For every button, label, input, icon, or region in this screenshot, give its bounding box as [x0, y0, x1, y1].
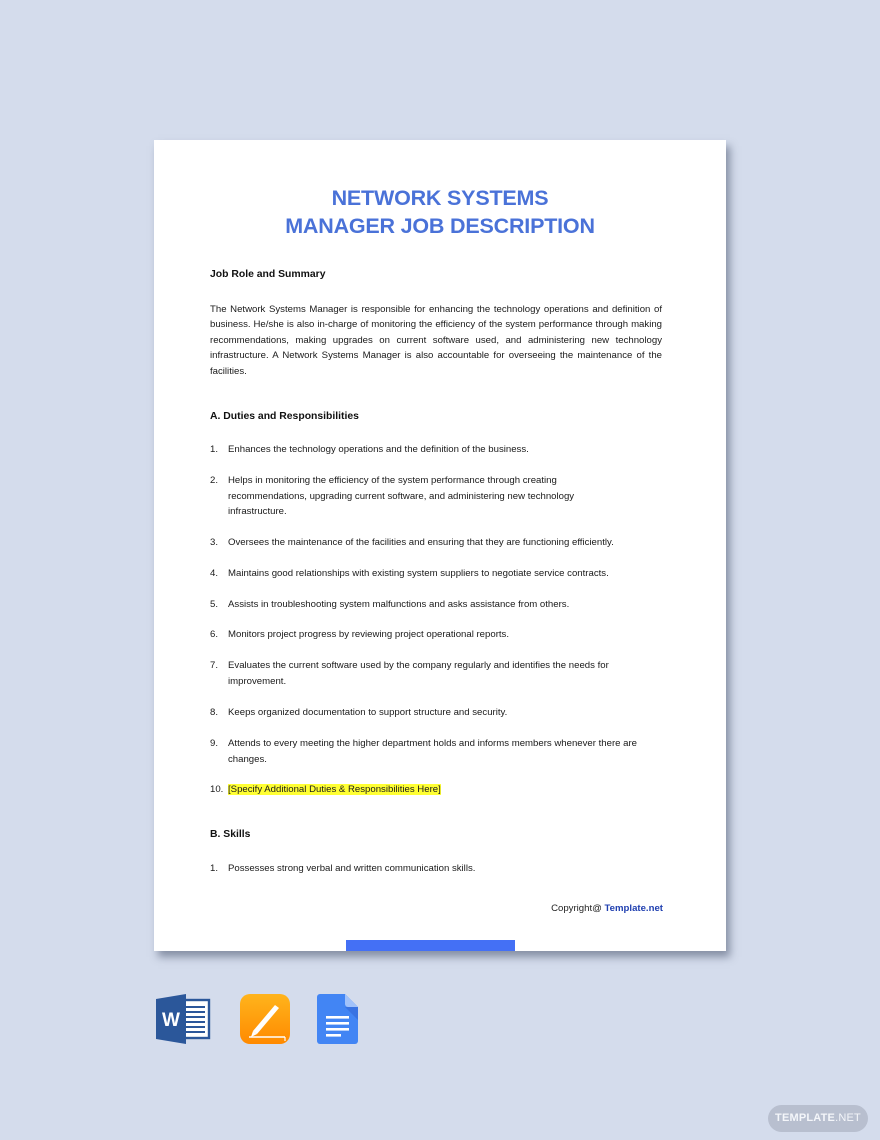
item-number: 3. — [210, 537, 219, 548]
item-text: Maintains good relationships with existing system suppliers to negotiate service contracts. — [228, 568, 609, 579]
highlighted-placeholder-text[interactable]: [Specify Additional Duties & Responsibilities Here] — [228, 784, 441, 795]
duties-heading: A. Duties and Responsibilities — [210, 411, 359, 422]
item-text: Oversees the maintenance of the facilities and ensuring that they are functioning efficiently. — [228, 537, 614, 548]
duty-item — [210, 627, 662, 643]
item-number: 7. — [210, 660, 219, 671]
item-number: 2. — [210, 475, 219, 486]
title-line-2: MANAGER JOB DESCRIPTION — [285, 214, 595, 238]
duty-item-placeholder — [210, 782, 662, 798]
copyright-notice — [551, 903, 663, 914]
duty-item — [210, 473, 662, 520]
svg-text:W: W — [162, 1010, 180, 1031]
item-number: 10. — [210, 784, 224, 795]
skill-item — [210, 861, 662, 877]
skills-heading: B. Skills — [210, 829, 251, 840]
watermark-light: .NET — [835, 1112, 861, 1124]
duty-item — [210, 736, 662, 767]
summary-heading: Job Role and Summary — [210, 269, 326, 280]
duty-item — [210, 705, 662, 721]
title-line-1: NETWORK SYSTEMS — [331, 186, 549, 210]
document-title — [154, 184, 726, 240]
word-icon[interactable] — [155, 993, 211, 1050]
item-number: 4. — [210, 568, 219, 579]
item-number: 6. — [210, 629, 219, 640]
watermark-bold: TEMPLATE — [775, 1112, 836, 1124]
item-number: 1. — [210, 863, 219, 874]
item-number: 8. — [210, 707, 219, 718]
summary-paragraph: The Network Systems Manager is responsible for enhancing the technology operations and definition of business. He/she is also in-charge of monitoring the efficiency of the system performance through making recommendations, making upgrades on current software used, and administering new technology infrastructure. A Network Systems Manager is also accountable for overseeing the maintenance of the facilities. — [210, 304, 662, 377]
template-net-link[interactable]: Template.net — [604, 903, 663, 914]
pages-icon[interactable] — [239, 993, 291, 1050]
item-text: Possesses strong verbal and written communication skills. — [228, 863, 476, 874]
duty-item — [210, 566, 662, 582]
duty-item — [210, 597, 662, 613]
item-text: Monitors project progress by reviewing project operational reports. — [228, 629, 510, 640]
item-text: Enhances the technology operations and the definition of the business. — [228, 444, 529, 455]
item-text: Evaluates the current software used by the company regularly and identifies the needs for improvement. — [228, 660, 609, 687]
item-number: 1. — [210, 444, 219, 455]
duty-item — [210, 658, 662, 689]
duty-item — [210, 442, 662, 458]
google-docs-icon[interactable] — [317, 993, 359, 1050]
template-net-watermark — [768, 1105, 868, 1132]
duty-item — [210, 535, 662, 551]
item-text: Attends to every meeting the higher department holds and informs members whenever there are changes. — [228, 738, 638, 765]
document-page — [154, 140, 726, 951]
item-text: Helps in monitoring the efficiency of the system performance through creating recommendations, upgrading current software, and administering new technology infrastructure. — [228, 475, 575, 517]
item-text: Assists in troubleshooting system malfunctions and asks assistance from others. — [228, 599, 570, 610]
item-text: Keeps organized documentation to support structure and security. — [228, 707, 508, 718]
accent-bar — [346, 940, 515, 951]
item-number: 5. — [210, 599, 219, 610]
copyright-label: Copyright@ — [551, 903, 605, 914]
item-number: 9. — [210, 738, 219, 749]
